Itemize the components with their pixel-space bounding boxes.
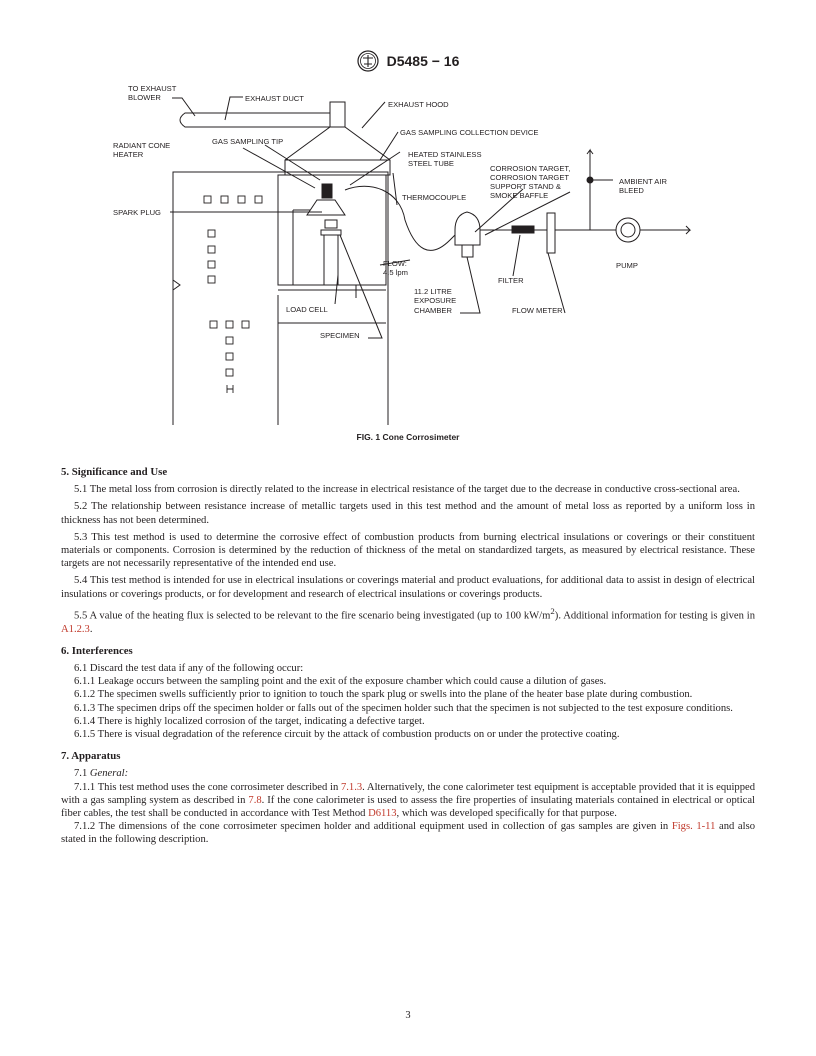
paragraph: 5.3 This test method is used to determine the corrosive effect of combustion products from burning electrical insulations or coverings or their constituent materials or components. Corrosion is determined by the reduction of thickness of the metal on standardized targets, as measured by electrical resistance. These targets are not necessarily representative of the intended end use. xyxy=(61,531,755,570)
label-chamber: CHAMBER xyxy=(414,306,452,315)
section-heading: 6. Interferences xyxy=(61,644,133,657)
label-flow-meter: FLOW METER xyxy=(512,306,563,315)
label-spark-plug: SPARK PLUG xyxy=(113,208,161,217)
label-filter: FILTER xyxy=(498,276,524,285)
label-exhaust-hood: EXHAUST HOOD xyxy=(388,100,449,109)
label-thermocouple: THERMOCOUPLE xyxy=(402,193,467,202)
label-bleed: BLEED xyxy=(619,186,644,195)
label-litre: 11.2 LITRE xyxy=(414,287,452,296)
section-interferences xyxy=(61,645,755,741)
label-flow-rate: 4.5 lpm xyxy=(383,268,408,277)
astm-logo-icon xyxy=(357,50,379,72)
label-specimen: SPECIMEN xyxy=(320,331,360,340)
label-gas-collection: GAS SAMPLING COLLECTION DEVICE xyxy=(400,128,539,137)
label-flow: FLOW: xyxy=(383,259,407,268)
paragraph: 6.1.1 Leakage occurs between the sampling point and the exit of the exposure chamber which could cause a dilution of gases. xyxy=(74,676,607,688)
paragraph: 6.1.4 There is highly localized corrosion of the target, indicating a defective target. xyxy=(74,715,425,727)
paragraph: 5.2 The relationship between resistance increase of metallic targets used in this test method and the amount of metal loss as reported by a uniform loss in thickness has not been determined. xyxy=(61,501,755,526)
paragraph: 6.1.2 The specimen swells sufficiently prior to ignition to touch the spark plug or swells into the plane of the heater base plate during combustion. xyxy=(74,689,693,701)
label-corrosion-1: CORROSION TARGET, xyxy=(490,164,571,173)
section-apparatus xyxy=(61,750,755,846)
label-to-exhaust: TO EXHAUST xyxy=(128,84,177,93)
label-heater: HEATER xyxy=(113,150,144,159)
document-designation: D5485 − 16 xyxy=(386,53,460,69)
paragraph: 7.1.2 The dimensions of the cone corrosimeter specimen holder and additional equipment used in collection of gas samples are given in Figs. 1-11 and also stated in the following description. xyxy=(61,821,755,846)
label-blower: BLOWER xyxy=(128,93,161,102)
section-heading: 7. Apparatus xyxy=(61,750,121,763)
label-pump: PUMP xyxy=(616,261,638,270)
label-gas-tip: GAS SAMPLING TIP xyxy=(212,137,284,146)
link-7-1-3[interactable]: 7.1.3 xyxy=(340,781,363,793)
section-heading: 5. Significance and Use xyxy=(61,466,168,478)
paragraph: 5.5 A value of the heating flux is selected to be relevant to the fire scenario being investigated (up to 100 $kW/m^2$). Additional information for testing is given in A1.2.3. xyxy=(61,605,755,635)
link-a1-2-3[interactable]: A1.2.3 xyxy=(61,623,90,635)
link-d6113[interactable]: D6113 xyxy=(368,808,397,819)
label-heated-2: STEEL TUBE xyxy=(408,159,454,168)
paragraph: 5.1 The metal loss from corrosion is directly related to the increase in electrical resistance of the target due to the decrease in conductive cross-sectional area. xyxy=(74,484,740,496)
cone-corrosimeter-figure xyxy=(100,80,720,425)
label-corrosion-2: CORROSION TARGET xyxy=(490,173,570,182)
paragraph: 6.1.3 The specimen drips off the specimen holder or falls out of the specimen holder such that the specimen is not subjected to the test exposure conditions. xyxy=(74,702,733,714)
page-header xyxy=(0,50,816,72)
label-corrosion-4: SMOKE BAFFLE xyxy=(490,191,549,200)
label-corrosion-3: SUPPORT STAND & xyxy=(490,182,561,191)
paragraph: 7.1 General: xyxy=(74,768,129,780)
link-7-8[interactable]: 7.8 xyxy=(248,794,262,806)
label-load-cell: LOAD CELL xyxy=(286,305,328,314)
document-body xyxy=(61,466,755,856)
paragraph: 7.1.1 This test method uses the cone corrosimeter described in 7.1.3. Alternatively, the cone calorimeter test equipment is acceptable provided that it is equipped with a gas sampling system as described in 7.8. If the cone calorimeter is used to assess the fire properties of insulating materials contained in electrical or optical fiber cables, the test shall be conducted in accordance with Test Method D6113, which was developed specifically for that purpose. xyxy=(61,781,755,819)
paragraph: 6.1.5 There is visual degradation of the reference circuit by the attack of combustion products on or under the protective coating. xyxy=(74,728,620,740)
label-ambient-air: AMBIENT AIR xyxy=(619,177,667,186)
page-number: 3 xyxy=(405,1010,411,1021)
paragraph: 5.4 This test method is intended for use in electrical insulations or coverings material and product evaluations, for additional data to assist in design of electrical insulations or coverings products, or for development and research of electrical insulations or coverings products. xyxy=(61,575,755,600)
label-radiant-cone: RADIANT CONE xyxy=(113,141,171,150)
section-significance xyxy=(61,466,755,636)
label-exhaust-duct: EXHAUST DUCT xyxy=(245,94,304,103)
figure-caption: FIG. 1 Cone Corrosimeter xyxy=(356,432,460,442)
label-exposure: EXPOSURE xyxy=(414,296,457,305)
label-heated-1: HEATED STAINLESS xyxy=(408,150,482,159)
paragraph: 6.1 Discard the test data if any of the following occur: xyxy=(74,662,304,674)
link-figs-1-11[interactable]: Figs. 1-11 xyxy=(671,821,716,833)
